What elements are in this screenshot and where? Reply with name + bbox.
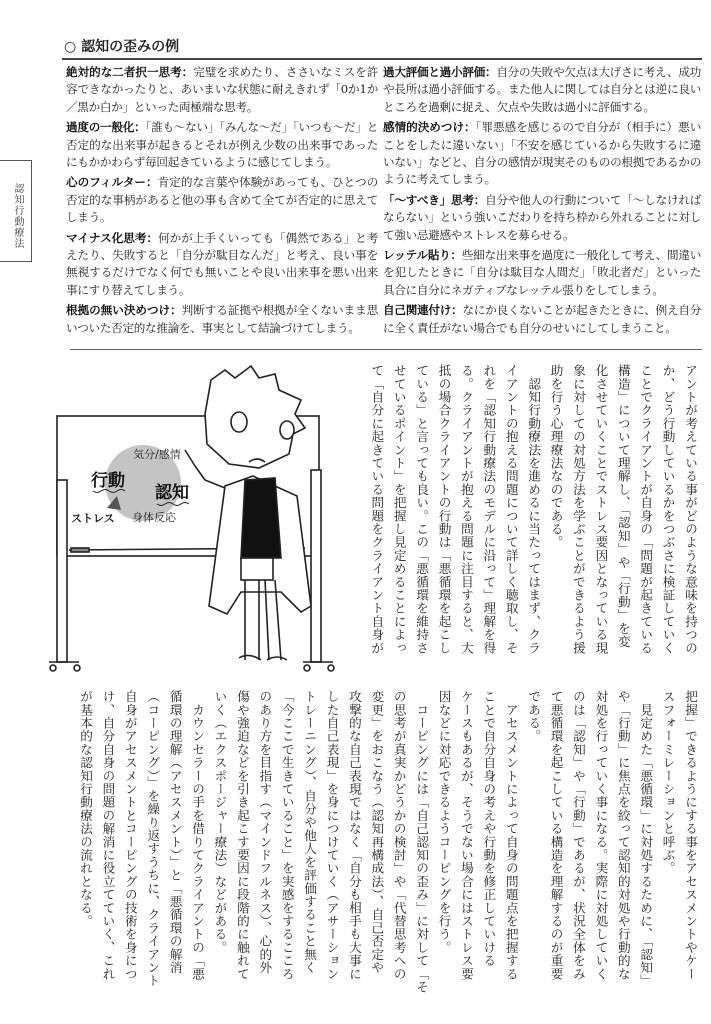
distortion-term: 感情的決めつけ： — [383, 120, 476, 135]
text-column: 象に対しての対処方法を学ぶことができるよう援 — [570, 364, 586, 655]
body-text-lower — [74, 690, 701, 1010]
text-column: る。クライアントが抱える問題に注目すると、大 — [458, 364, 474, 655]
text-column: 「今ここで生きていること」を実感をするこころ — [279, 690, 295, 981]
text-column: 把握」できるようにする事をアセスメントやケー — [683, 690, 698, 981]
text-column: のあり方を目指す（マインドフルネス）、心的外 — [257, 690, 273, 975]
chapter-label: 認知行動療法 — [12, 183, 23, 249]
distortion-term: 過大評価と過小評価： — [383, 65, 497, 79]
distortion-term: 「〜すべき」思考： — [383, 192, 486, 207]
text-column: カウンセラーの手を借りてクライアントの「悪 — [190, 690, 206, 981]
distortion-item — [383, 119, 701, 189]
text-column: である。 — [526, 690, 542, 743]
distortion-term: 心のフィルター： — [66, 175, 158, 190]
doctor-whiteboard-illustration — [35, 358, 355, 678]
distortion-desc: なにか良くないことが起きたときに、例え自分に全く責任がない場合でも自分のせいにしてしまうこと。 — [383, 303, 701, 335]
distortion-desc: 「罪悪感を感じるので自分が（相手に）悪いことをしたに違いない」「不安を感じているから失敗するに違いない」などと、自分の感情が現実そのものの根拠であるかのように考えてしまう。 — [383, 120, 701, 187]
text-column: の思考が真実かどうかの検討」や「代替思考への — [391, 690, 407, 981]
distortion-item — [66, 174, 378, 226]
distortion-desc: 肯定的な言葉や体験があっても、ひとつの否定的な事柄があると他の事も含めて全てが否定的に思えてしまう。 — [66, 175, 378, 225]
distortion-desc: 何かが上手くいっても「偶然である」と考えたり、失敗すると「自分が駄目なんだ」と考え、良い事を無視するだけでなく何でも無いことや良い出来事を悪い出来事にすり替えてしまう。 — [66, 230, 378, 297]
distortion-term: 絶対的な二者択一思考： — [66, 65, 194, 79]
text-column: せているポイント」を把握し見定めることによっ — [391, 364, 407, 655]
distortion-term: 過度の一般化： — [66, 120, 146, 135]
distortion-term: レッテル貼り： — [383, 248, 462, 263]
text-column: 対処を行っていく事になる。実際に対処していく — [593, 690, 609, 981]
distortion-term: マイナス化思考： — [66, 230, 159, 245]
distortion-term: 自己関連付け： — [383, 303, 463, 318]
text-column: け、自分自身の問題の解消に役立てていく、これ — [100, 690, 116, 981]
text-column: アントが考えている事がどのような意味を持つの — [683, 364, 698, 655]
text-column: 因などに対応できるようコーピングを行う。 — [436, 690, 452, 954]
text-column: スフォーミレーションと呼ぶ。 — [660, 690, 676, 875]
distortion-term: 根拠の無い決めつけ： — [66, 303, 182, 318]
text-column: トレーニング）、自分や他人を評価すること無く — [302, 690, 318, 975]
distortion-item — [383, 302, 701, 337]
section-heading: ○ 認知の歪みの例 — [64, 39, 180, 55]
text-column: （コーピング）」を繰り返すうちに、クライアント — [145, 690, 161, 988]
text-column: イアントの抱える問題について詳しく聴取し、そ — [503, 364, 519, 655]
text-column: 認知行動療法を進めるに当たってはまず、クラ — [526, 364, 542, 655]
text-column: て悪循環を起こしている構造を理解するのが重要 — [548, 690, 564, 981]
distortion-desc: 「誰も〜ない」「みんな〜だ」「いつも〜だ」と否定的な出来事が起きるとそれが例え少数の出来事であったにもかかわらず毎回起きているように感じてしまう。 — [66, 120, 378, 170]
heading-divider — [62, 58, 702, 60]
text-column: 抵の場合クライアントの行動は「悪循環を起こし — [436, 364, 452, 655]
label-body-reaction: 身体反応 — [132, 511, 176, 524]
text-column: 循環の理解（アセスメント）」と「悪循環の解消 — [167, 690, 183, 975]
text-column: か、どう行動しているかをつぶさに検証していく — [660, 364, 676, 655]
text-column: アセスメントによって自身の問題点を把握する — [503, 690, 519, 981]
text-column: れを「認知行動療法のモデルに沿って」理解を得 — [481, 364, 497, 655]
distortion-item — [66, 64, 378, 116]
text-column: ケースもあるが、そうでない場合にはストレス要 — [458, 690, 474, 981]
text-column: ことでクライアントが自身の「問題が起きている — [638, 364, 654, 655]
distortion-item — [383, 247, 701, 299]
distortion-desc: 完璧を求めたり、ささいなミスを許容できなかったりと、あいまいな状態に耐えきれず「0か1か／黒か白か」といった両極端な思考。 — [66, 65, 379, 114]
text-column: や「行動」に焦点を絞って認知的対処や行動的な — [615, 690, 631, 981]
distortion-item — [66, 230, 378, 300]
text-column: コーピングには「自己認知の歪み」に対して「そ — [414, 690, 430, 994]
text-column: が基本的な認知行動療法の流れとなる。 — [78, 690, 94, 928]
text-column: 助を行う心理療法なのである。 — [548, 364, 564, 549]
text-column: した自己表現」を身につけていく（アサーション — [324, 690, 340, 981]
text-column: 変更」をおこなう（認知再構成法）、自己否定や — [369, 690, 385, 975]
distortion-item — [383, 64, 701, 116]
distortion-item — [383, 192, 701, 244]
distortion-desc: 自分や他人の行動について「〜しなければならない」という強いこだわりを持ち枠から外れることに対して強い忌避感やストレスを募らせる。 — [383, 192, 701, 242]
text-column: 傷や強迫などを引き起こす要因に段階的に触れて — [234, 690, 250, 981]
text-column: のは「認知」や「行動」であるが、状況全体をみ — [570, 690, 586, 981]
text-column: ている」と言っても良い。この「悪循環を維持さ — [414, 364, 430, 655]
distortion-desc: 判断する証拠や根拠が全くないまま思いついた否定的な推論を、事実として結論づけてしまう。 — [66, 303, 378, 335]
distortion-desc: 些細な出来事を過度に一般化して考え、間違いを犯したときに「自分は駄目な人間だ」「敗北者だ」といった具合に自分にネガティブなレッテル張りをしてしまう。 — [383, 248, 701, 297]
body-text-upper — [365, 364, 701, 664]
distortion-item — [66, 119, 378, 171]
text-column: ことで自分自身の考えや行動を修正していける — [481, 690, 497, 968]
distortion-item — [66, 302, 378, 337]
text-column: て「自分に起きている問題をクライアント自身が — [369, 364, 385, 655]
distortions-right-column — [383, 64, 701, 340]
section-divider — [70, 349, 702, 350]
distortions-left-column — [66, 64, 378, 340]
text-column: 見定めた「悪循環」に対処するために、「認知」 — [638, 690, 654, 988]
text-column: 構造」について理解し、「認知」や「行動」を変 — [615, 364, 631, 649]
text-column: 攻撃的な自己表現ではなく「自分も相手も大事に — [346, 690, 362, 981]
text-column: 化させていくことでストレス要因となっている現 — [593, 364, 609, 655]
chapter-side-tab — [0, 160, 32, 262]
label-cognition: 認知 — [155, 483, 189, 503]
label-mood: 気分/感情 — [133, 448, 181, 461]
text-column: 自身がアセスメントとコーピングの技術を身につ — [122, 690, 138, 981]
label-stress: ストレス — [71, 512, 115, 525]
label-behavior: 行動 — [91, 471, 125, 491]
text-column: いく（エクスポージャー療法）などがある。 — [212, 690, 228, 954]
distortion-desc: 自分の失敗や欠点は大げさに考え、成功や長所は過小評価する。また他人に関しては自分とは逆に良いところを過剰に捉え、欠点や失敗は過小に評価する。 — [383, 65, 701, 114]
